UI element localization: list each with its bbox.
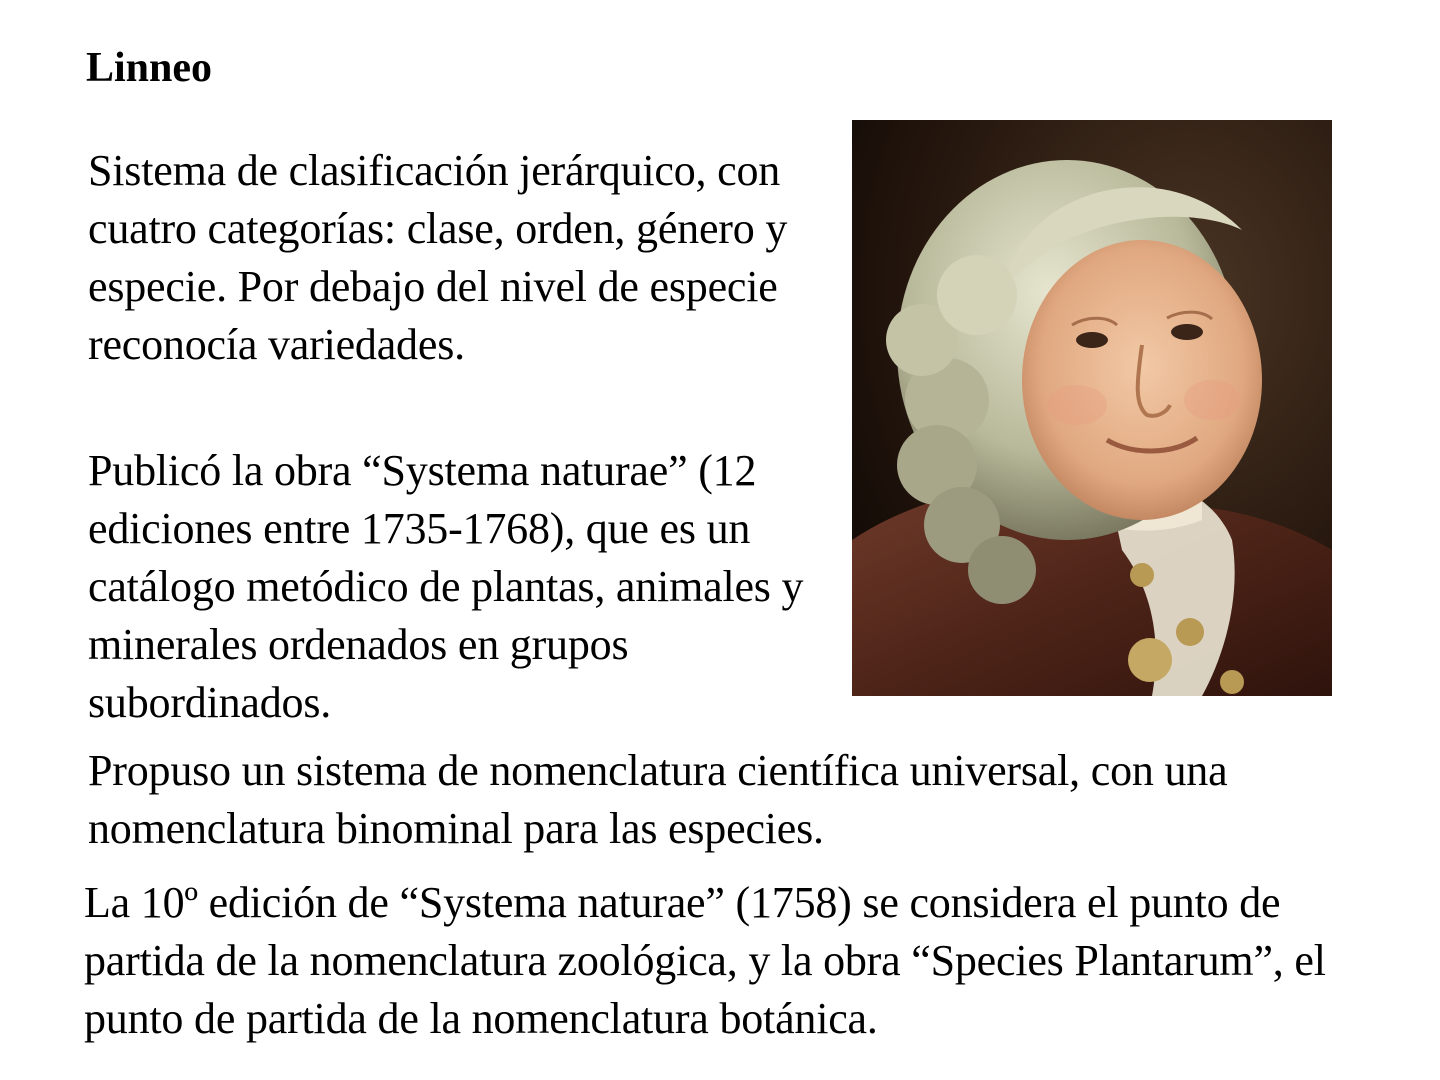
- paragraph-systema-naturae: Publicó la obra “Systema naturae” (12 ediciones entre 1735-1768), que es un catálogo metódico de plantas, animales y minerales ordenados en grupos subordinados.: [88, 446, 804, 727]
- paragraph-binomial-nomenclature: Propuso un sistema de nomenclatura científica universal, con una nomenclatura binominal para las especies.: [88, 746, 1228, 853]
- slide-title: Linneo: [86, 45, 213, 91]
- portrait-illustration: [852, 120, 1332, 696]
- paragraph-classification-system: Sistema de clasificación jerárquico, con cuatro categorías: clase, orden, género y especie. Por debajo del nivel de especie reconocía variedades.: [88, 146, 788, 369]
- linnaeus-portrait: [852, 120, 1332, 696]
- paragraph-starting-point: La 10º edición de “Systema naturae” (1758) se considera el punto de partida de la nomenclatura zoológica, y la obra “Species Plantarum”, el punto de partida de la nomenclatura botánica.: [84, 878, 1326, 1043]
